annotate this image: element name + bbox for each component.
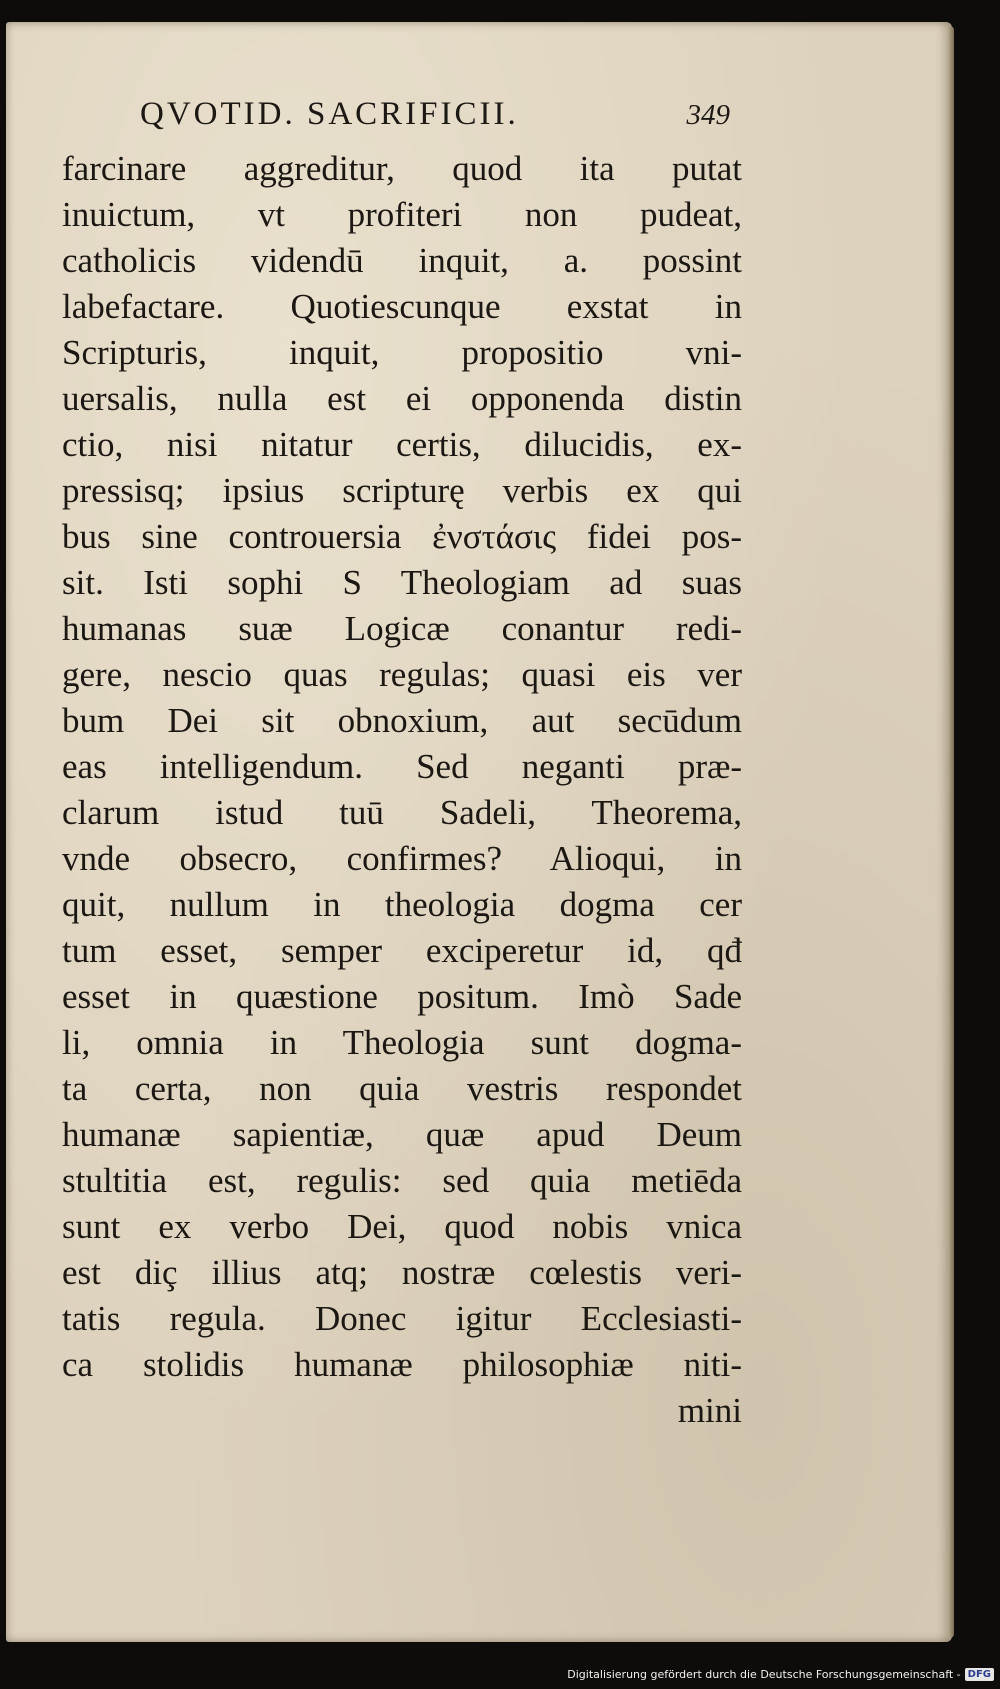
text-line: uersalis, nulla est ei opponenda distin [62,379,742,418]
body-text [62,146,742,1434]
text-line: pressisq; ipsius scripturę verbis ex qui [62,471,742,510]
text-line: li, omnia in Theologia sunt dogma- [62,1023,742,1062]
page-number: 349 [686,99,730,131]
text-line: est diç illius atq; nostræ cœlestis veri- [62,1253,742,1292]
text-line: sit. Isti sophi S Theologiam ad suas [62,563,742,602]
text-line: humanas suæ Logicæ conantur redi- [62,609,742,648]
text-line: bus sine controuersia ἐνστάσις fidei pos- [62,517,742,556]
text-line: vnde obsecro, confirmes? Alioqui, in [62,839,742,878]
text-line: clarum istud tuū Sadeli, Theorema, [62,793,742,832]
text-line: labefactare. Quotiescunque exstat in [62,287,742,326]
text-line: gere, nescio quas regulas; quasi eis ver [62,655,742,694]
text-line: Scripturis, inquit, propositio vni- [62,333,742,372]
page-edge [948,26,954,1638]
text-line: sunt ex verbo Dei, quod nobis vnica [62,1207,742,1246]
text-line: esset in quæstione positum. Imò Sade [62,977,742,1016]
catchword: mini [677,1391,742,1430]
credit-text: Digitalisierung gefördert durch die Deutsche Forschungsgemeinschaft - [567,1667,961,1681]
text-line: humanæ sapientiæ, quæ apud Deum [62,1115,742,1154]
text-line: tatis regula. Donec igitur Ecclesiasti- [62,1299,742,1338]
text-line: quit, nullum in theologia dogma cer [62,885,742,924]
text-line: stultitia est, regulis: sed quia metiēda [62,1161,742,1200]
text-line: ctio, nisi nitatur certis, dilucidis, ex- [62,425,742,464]
digitization-credit [567,1665,994,1683]
dfg-logo-icon: DFG [965,1668,994,1681]
text-line: ca stolidis humanæ philosophiæ niti- [62,1345,742,1384]
text-line: eas intelligendum. Sed neganti præ- [62,747,742,786]
text-line: catholicis videndū inquit, a. possint [62,241,742,280]
text-line: ta certa, non quia vestris respondet [62,1069,742,1108]
text-line: inuictum, vt profiteri non pudeat, [62,195,742,234]
text-line: bum Dei sit obnoxium, aut secūdum [62,701,742,740]
running-title: QVOTID. SACRIFICII. [140,96,519,132]
page-header [140,96,730,138]
text-line: farcinare aggreditur, quod ita putat [62,149,742,188]
text-line: tum esset, semper exciperetur id, qđ [62,931,742,970]
